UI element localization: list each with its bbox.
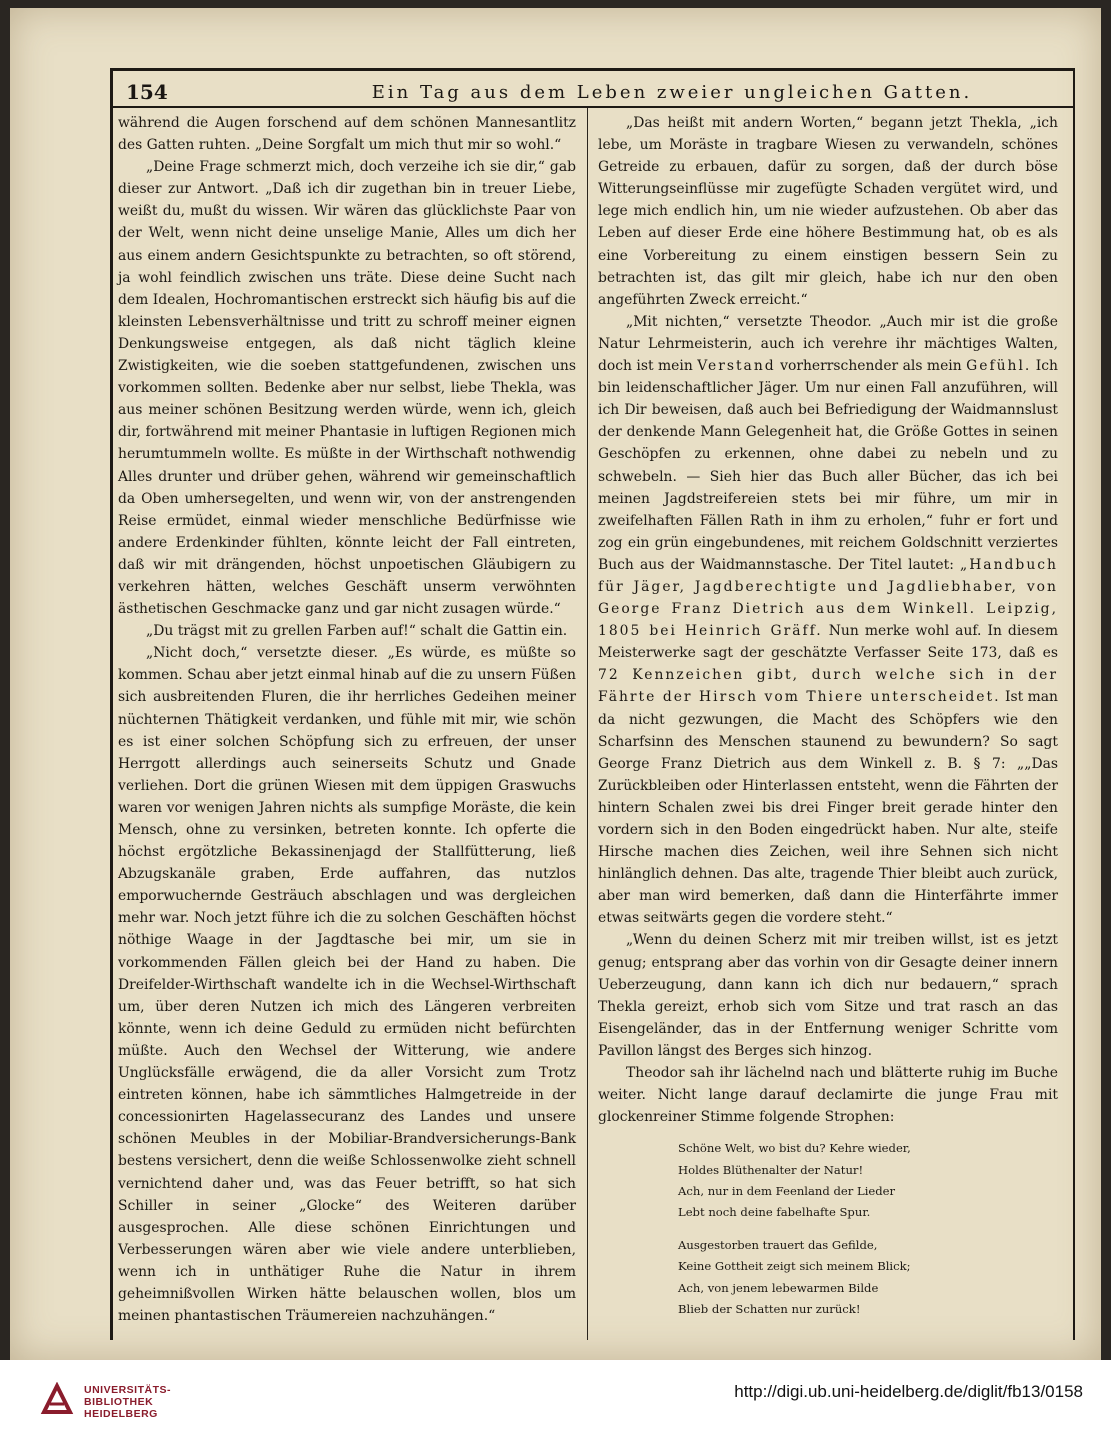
logo-line: UNIVERSITÄTS- [84, 1384, 172, 1396]
page-header [122, 76, 1067, 110]
paragraph: „Du trägst mit zu grellen Farben auf!“ schalt die Gattin ein. [146, 623, 568, 640]
page-body [110, 68, 1075, 1340]
source-url-link[interactable]: http://digi.ub.uni-heidelberg.de/diglit/fb13/0158 [734, 1382, 1083, 1401]
logo-line: BIBLIOTHEK [84, 1396, 154, 1408]
poem [678, 1138, 1058, 1320]
paragraph: „Deine Frage schmerzt mich, doch verzeihe ich sie dir,“ gab dieser zur Antwort. „Daß ich dir zugethan bin in treuer Liebe, weißt du, mußt du wissen. Wir wären das glücklichste Paar von der Welt, wenn nicht deine unselige Manie, Alles um dich her aus einem andern Gesichtspunkte zu betrachten, so oft störend, ja wohl feindlich zwischen uns träte. Diese deine Sucht nach dem Idealen, Hochromantischen erstreckt sich häufig bis auf die kleinsten Lebensverhältnisse und tritt zu schroff meiner eignen Denkungsweise entgegen, als daß nicht täglich kleine Zwistigkeiten, wie die soeben stattgefundenen, zwischen uns vorkommen sollten. Bedenke aber nur selbst, liebe Thekla, was aus meiner schönen Besitzung werden würde, wenn ich, gleich dir, fortwährend mit meiner Phantasie in luftigen Regionen mich herumtummeln wollte. Es müßte in der Wirthschaft nothwendig Alles drunter und drüber gehen, während wir gemeinschaftlich da Oben umhersegelten, und wenn wir, von der anstrengenden Reise ermüdet, einmal wieder menschliche Bedürfnisse wie andere Erdenkinder fühlten, könnte leicht der Fall eintreten, daß wir mit drängenden, höchst unpoetischen Gläubigern zu verkehren hätten, welches Geschäft unserm verwöhnten ästhetischen Geschmacke ganz und gar nicht zusagen würde.“ [118, 159, 576, 618]
poem-line: Ach, von jenem lebewarmen Bilde [678, 1280, 879, 1295]
poem-line: Keine Gottheit zeigt sich meinem Blick; [678, 1259, 911, 1274]
paragraph: Theodor sah ihr lächelnd nach und blätterte ruhig im Buche weiter. Nicht lange darauf declamirte die junge Frau mit glockenreiner Stimme folgende Strophen: [598, 1065, 1058, 1126]
poem-line: Lebt noch deine fabelhafte Spur. [678, 1204, 871, 1219]
running-title: Ein Tag aus dem Leben zweier ungleichen Gatten. [371, 82, 973, 103]
poem-line: Ausgestorben trauert das Gefilde, [678, 1238, 878, 1253]
university-logo-icon [40, 1382, 74, 1416]
book-title-spaced: „Handbuch für Jäger, Jagdberechtigte und Jagdliebhaber, von George Franz Dietrich aus dem Winkell. Leipzig, 1805 bei Heinrich Gräff. [598, 556, 1058, 640]
library-logo-text [84, 1384, 171, 1420]
left-column [118, 112, 576, 1327]
frame-left-rule [110, 68, 113, 1340]
text-run: vorherrschender als mein [780, 358, 962, 375]
page-number: 154 [126, 80, 168, 104]
spaced-text: Gefühl. [966, 358, 1032, 375]
poem-stanza [678, 1235, 1058, 1320]
spaced-text: 72 Kennzeichen gibt, durch welche sich in der Fährte der Hirsch vom Thiere unterscheidet. [598, 667, 1058, 706]
frame-top-rule [110, 68, 1075, 71]
paragraph: „Das heißt mit andern Worten,“ begann jetzt Thekla, „ich lebe, um Moräste in tragbare Wiesen zu verwandeln, schönes Getreide zu erbauen, dafür zu sorgen, daß der durch böse Witterungseinflüsse mir zugefügte Schaden vergütet wird, und lege mich endlich hin, um nie wieder aufzustehen. Ob aber das Leben auf dieser Erde eine höhere Bestimmung hat, ob es als eine Vorbereitung zu einem einstigen bessern Sein zu betrachten ist, das gilt mir gleich, habe ich nur den oben angeführten Zweck erreicht.“ [598, 115, 1058, 308]
paragraph [598, 311, 1058, 930]
logo-line: HEIDELBERG [84, 1408, 158, 1420]
right-column [598, 112, 1058, 1332]
text-run: Ich bin leidenschaftlicher Jäger. Um nur einen Fall anzuführen, will ich Dir beweisen, daß auch bei Befriedigung der Waidmannslust der denkende Mann Gelegenheit hat, die Größe Gottes in seinen Geschöpfen zu erkennen, ohne dabei zu nebeln und zu schwebeln. — Sieh hier das Buch aller Bücher, das ich bei meinen Jagdstreifereien stets bei mir führe, um mir in zweifelhaften Fällen Rath in ihm zu erholen,“ fuhr er fort und zog ein grün eingebundenes, mit reichem Goldschnitt verziertes Buch aus der Waidmannstasche. Der Titel lautet: [598, 358, 1058, 573]
paragraph: während die Augen forschend auf dem schönen Mannesantlitz des Gatten ruhten. „Deine Sorgfalt um mich thut mir so wohl.“ [118, 115, 576, 154]
poem-line: Schöne Welt, wo bist du? Kehre wieder, [678, 1141, 911, 1156]
poem-stanza [678, 1138, 1058, 1223]
footer-bar [0, 1360, 1111, 1452]
paragraph: „Wenn du deinen Scherz mit mir treiben willst, ist es jetzt genug; entsprang aber das vorhin von dir Gesagte deiner innern Ueberzeugung, dann kann ich dich nur bedauern,“ sprach Thekla gereizt, erhob sich vom Sitze und trat rasch an das Eisengeländer, das in der Entfernung weniger Schritte vom Pavillon längst des Berges sich hinzog. [598, 932, 1058, 1059]
poem-line: Ach, nur in dem Feenland der Lieder [678, 1183, 896, 1198]
poem-line: Holdes Blüthenalter der Natur! [678, 1162, 864, 1177]
header-rule [110, 106, 1075, 108]
text-run: Nun merke wohl auf. In diesem Meisterwerke sagt der geschätzte Verfasser Seite 173, daß es [598, 623, 1059, 662]
column-divider [587, 108, 588, 1340]
poem-line: Blieb der Schatten nur zurück! [678, 1301, 861, 1316]
scanned-page [10, 8, 1101, 1360]
frame-right-rule [1073, 68, 1075, 1340]
spaced-text: Verstand [697, 358, 776, 375]
text-run: Ist man da nicht gezwungen, die Macht des Schöpfers wie den Scharfsinn des Menschen staunend zu bewundern? So sagt George Franz Dietrich aus dem Winkell z. B. § 7: „„Das Zurückbleiben oder Hinterlassen entsteht, wenn die Fährten der hintern Schalen zwei bis drei Finger breit gerade hinter den vordern sich in den Boden eingedrückt haben. Nur alte, steife Hirsche machen dies Zeichen, weil ihre Sehnen sich nicht hinlänglich dehnen. Das alte, tragende Thier bleibt auch zurück, aber man wird bemerken, daß dann die Hinterfährte immer etwas seitwärts gegen die vordere steht.“ [598, 689, 1058, 927]
paragraph: „Nicht doch,“ versetzte dieser. „Es würde, es müßte so kommen. Schau aber jetzt einmal hinab auf die zu unsern Füßen sich ausbreitenden Fluren, die ihr herrliches Gedeihen meiner nüchternen Thätigkeit verdanken, und fühle mit mir, wie schön es ist einer solchen Schöpfung sich zu erfreuen, der unser Herrgott allerdings auch seinerseits Schutz und Gnade verliehen. Dort die grünen Wiesen mit dem üppigen Graswuchs waren vor wenigen Jahren nichts als sumpfige Moräste, die kein Mensch, ohne zu versinken, betreten konnte. Ich opferte die höchst ergötzliche Bekassinenjagd der Stallfütterung, ließ Abzugskanäle graben, Erde auffahren, das nutzlos emporwuchernde Gesträuch abschlagen und was dergleichen mehr war. Noch jetzt führe ich die zu solchen Geschäften höchst nöthige Waage in der Jagdtasche bei mir, um sie in vorkommenden Fällen gleich bei der Hand zu haben. Die Dreifelder-Wirthschaft wandelte ich in die Wechsel-Wirthschaft um, über deren Nutzen ich mich des Längeren verbreiten könnte, wenn ich deine Geduld zu ermüden nicht befürchten müßte. Auch den Wechsel der Witterung, wie andere Unglücksfälle erwägend, die da aller Vorsicht zum Trotz eintreten können, habe ich sämmtliches Halmgetreide in der concessionirten Hagelassecuranz des Landes und unsere schönen Meubles in der Mobiliar-Brandversicherungs-Bank bestens versichert, denn die weiße Schlossenwolke zieht schnell vernichtend daher und, was das Feuer betrifft, so hat sich Schiller in seiner „Glocke“ des Weiteren darüber ausgesprochen. Alle diese schönen Einrichtungen und Verbesserungen wären aber wie viele andere unterblieben, wenn ich in unthätiger Ruhe die Natur in ihrem geheimnißvollen Wirken hätte belauschen wollen, blos um meinen phantastischen Träumereien nachzuhängen.“ [118, 645, 576, 1325]
text-run: „Mit nichten,“ versetzte Theodor. „Auch mir ist die große Natur Lehrmeisterin, auch ich verehre ihr mächtiges Walten, doch ist mein [598, 313, 1058, 375]
